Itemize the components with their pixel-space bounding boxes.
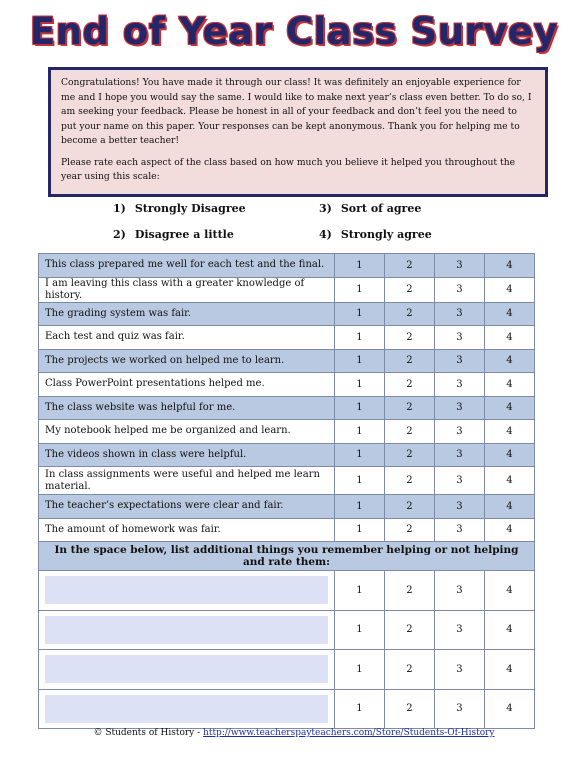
rating-option-4[interactable]: 4 — [484, 277, 534, 302]
footer — [0, 728, 588, 738]
rating-option-3[interactable]: 3 — [434, 277, 484, 302]
additional-row — [39, 689, 535, 729]
survey-question: This class prepared me well for each test and the final. — [39, 254, 335, 278]
rating-option-3[interactable]: 3 — [434, 689, 484, 729]
survey-row — [39, 277, 535, 302]
survey-question: In class assignments were useful and helped me learn material. — [39, 467, 335, 495]
footer-link[interactable]: http://www.teacherspayteachers.com/Store/Students-Of-History — [203, 728, 495, 738]
rating-option-3[interactable]: 3 — [434, 349, 484, 373]
rating-option-4[interactable]: 4 — [484, 610, 534, 650]
rating-option-2[interactable]: 2 — [384, 302, 434, 326]
survey-question: The grading system was fair. — [39, 302, 335, 326]
rating-option-2[interactable]: 2 — [384, 277, 434, 302]
rating-option-4[interactable]: 4 — [484, 689, 534, 729]
rating-option-2[interactable]: 2 — [384, 689, 434, 729]
scale-number: 1) — [113, 202, 126, 215]
rating-option-1[interactable]: 1 — [335, 518, 385, 542]
rating-option-1[interactable]: 1 — [335, 326, 385, 350]
rating-option-4[interactable]: 4 — [484, 495, 534, 519]
survey-question: My notebook helped me be organized and learn. — [39, 420, 335, 444]
rating-option-3[interactable]: 3 — [434, 302, 484, 326]
rating-option-4[interactable]: 4 — [484, 571, 534, 611]
rating-option-1[interactable]: 1 — [335, 254, 385, 278]
rating-option-1[interactable]: 1 — [335, 443, 385, 467]
survey-question: Class PowerPoint presentations helped me. — [39, 373, 335, 397]
rating-option-4[interactable]: 4 — [484, 373, 534, 397]
scale-item-1 — [113, 202, 246, 215]
rating-option-3[interactable]: 3 — [434, 650, 484, 690]
rating-option-1[interactable]: 1 — [335, 495, 385, 519]
scale-item-4 — [319, 228, 432, 241]
rating-option-1[interactable]: 1 — [335, 373, 385, 397]
scale-label: Strongly Disagree — [134, 202, 246, 215]
rating-option-2[interactable]: 2 — [384, 254, 434, 278]
additional-entry-field[interactable] — [45, 616, 328, 644]
intro-paragraph-1: Congratulations! You have made it through our class! It was definitely an enjoyable experience for me and I hope you would say the same. I would like to make next year’s class even better. To do so, I am seeking your feedback. Please be honest in all of your feedback and don’t feel you the need to put your name on this paper. Your responses can be kept anonymous. Thank you for helping me to become a better teacher! — [61, 77, 532, 146]
survey-row — [39, 518, 535, 542]
survey-row — [39, 373, 535, 397]
rating-option-1[interactable]: 1 — [335, 610, 385, 650]
rating-option-1[interactable]: 1 — [335, 302, 385, 326]
rating-option-2[interactable]: 2 — [384, 650, 434, 690]
rating-option-4[interactable]: 4 — [484, 467, 534, 495]
rating-option-3[interactable]: 3 — [434, 326, 484, 350]
rating-option-1[interactable]: 1 — [335, 420, 385, 444]
survey-row — [39, 443, 535, 467]
scale-label: Sort of agree — [340, 202, 422, 215]
additional-entry-cell — [39, 610, 335, 650]
survey-row — [39, 254, 535, 278]
rating-option-4[interactable]: 4 — [484, 326, 534, 350]
rating-option-3[interactable]: 3 — [434, 518, 484, 542]
scale-number: 4) — [319, 228, 332, 241]
rating-option-1[interactable]: 1 — [335, 467, 385, 495]
rating-option-4[interactable]: 4 — [484, 650, 534, 690]
scale-item-2 — [113, 228, 234, 241]
rating-option-3[interactable]: 3 — [434, 396, 484, 420]
rating-option-4[interactable]: 4 — [484, 420, 534, 444]
rating-option-3[interactable]: 3 — [434, 610, 484, 650]
survey-question: The videos shown in class were helpful. — [39, 443, 335, 467]
intro-paragraph-2: Please rate each aspect of the class based on how much you believe it helped you throughout the year using this scale: — [61, 156, 516, 182]
scale-label: Disagree a little — [134, 228, 234, 241]
survey-row — [39, 302, 535, 326]
rating-option-1[interactable]: 1 — [335, 396, 385, 420]
rating-option-3[interactable]: 3 — [434, 495, 484, 519]
survey-row — [39, 396, 535, 420]
additional-entry-cell — [39, 689, 335, 729]
additional-entry-field[interactable] — [45, 695, 328, 723]
rating-option-1[interactable]: 1 — [335, 349, 385, 373]
survey-row — [39, 495, 535, 519]
rating-option-1[interactable]: 1 — [335, 571, 385, 611]
survey-question: The amount of homework was fair. — [39, 518, 335, 542]
rating-option-4[interactable]: 4 — [484, 518, 534, 542]
scale-number: 2) — [113, 228, 126, 241]
rating-option-4[interactable]: 4 — [484, 396, 534, 420]
survey-question: I am leaving this class with a greater knowledge of history. — [39, 277, 335, 302]
rating-option-2[interactable]: 2 — [384, 495, 434, 519]
rating-option-2[interactable]: 2 — [384, 518, 434, 542]
rating-option-3[interactable]: 3 — [434, 443, 484, 467]
rating-option-3[interactable]: 3 — [434, 467, 484, 495]
page-title: End of Year Class Survey — [29, 10, 559, 53]
rating-option-3[interactable]: 3 — [434, 571, 484, 611]
survey-row — [39, 326, 535, 350]
rating-option-2[interactable]: 2 — [384, 326, 434, 350]
rating-option-2[interactable]: 2 — [384, 610, 434, 650]
additional-entry-field[interactable] — [45, 655, 328, 683]
rating-option-2[interactable]: 2 — [384, 420, 434, 444]
scale-label: Strongly agree — [340, 228, 432, 241]
survey-question: The projects we worked on helped me to learn. — [39, 349, 335, 373]
additional-row — [39, 610, 535, 650]
survey-row — [39, 467, 535, 495]
survey-row — [39, 420, 535, 444]
rating-option-3[interactable]: 3 — [434, 373, 484, 397]
survey-question: The class website was helpful for me. — [39, 396, 335, 420]
additional-header: In the space below, list additional things you remember helping or not helping and rate them: — [39, 542, 535, 571]
rating-option-3[interactable]: 3 — [434, 254, 484, 278]
scale-item-3 — [319, 202, 421, 215]
rating-option-2[interactable]: 2 — [384, 443, 434, 467]
rating-option-1[interactable]: 1 — [335, 689, 385, 729]
rating-option-1[interactable]: 1 — [335, 650, 385, 690]
survey-row — [39, 349, 535, 373]
additional-header-row — [39, 542, 535, 571]
rating-option-2[interactable]: 2 — [384, 571, 434, 611]
additional-entry-cell — [39, 650, 335, 690]
intro-box — [48, 67, 548, 197]
rating-option-2[interactable]: 2 — [384, 349, 434, 373]
rating-option-2[interactable]: 2 — [384, 373, 434, 397]
survey-question: Each test and quiz was fair. — [39, 326, 335, 350]
rating-option-4[interactable]: 4 — [484, 254, 534, 278]
additional-entry-field[interactable] — [45, 576, 328, 604]
additional-row — [39, 571, 535, 611]
rating-option-4[interactable]: 4 — [484, 349, 534, 373]
rating-option-4[interactable]: 4 — [484, 443, 534, 467]
additional-row — [39, 650, 535, 690]
rating-option-3[interactable]: 3 — [434, 420, 484, 444]
survey-question: The teacher’s expectations were clear and fair. — [39, 495, 335, 519]
survey-table — [38, 253, 535, 729]
rating-option-2[interactable]: 2 — [384, 396, 434, 420]
footer-credit: © Students of History - — [93, 728, 204, 738]
scale-number: 3) — [319, 202, 332, 215]
rating-option-4[interactable]: 4 — [484, 302, 534, 326]
additional-entry-cell — [39, 571, 335, 611]
rating-option-1[interactable]: 1 — [335, 277, 385, 302]
rating-option-2[interactable]: 2 — [384, 467, 434, 495]
